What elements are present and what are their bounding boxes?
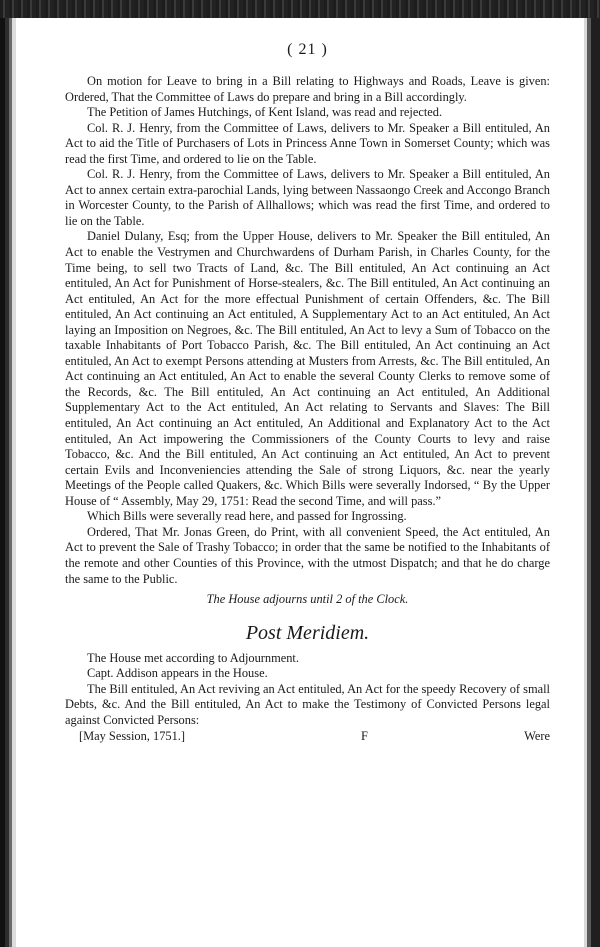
scan-right-edge xyxy=(584,18,600,947)
paragraph-princess-anne: Col. R. J. Henry, from the Committee of Laws, delivers to Mr. Speaker a Bill entituled, An Act to aid the Title of Purchasers of Lots in Princess Anne Town in Somerset County; which was read the first Time, and ordered to lie on the Table. xyxy=(65,120,550,166)
adjournment-line: The House adjourns until 2 of the Clock. xyxy=(206,592,409,607)
paragraph-petition: The Petition of James Hutchings, of Kent Island, was read and rejected. xyxy=(87,105,443,120)
paragraph-addison: Capt. Addison appears in the House. xyxy=(87,666,268,681)
paragraph-allhallows: Col. R. J. Henry, from the Committee of Laws, delivers to Mr. Speaker a Bill entituled, An Act to annex certain extra-parochial Lands, lying between Nassaongo Creek and Accongo Branch in Worcester County, to the Parish of Allhallows; which was read the first Time, and ordered to lie on the Table. xyxy=(65,167,550,228)
paragraph-highways: On motion for Leave to bring in a Bill relating to Highways and Roads, Leave is given: Ordered, That the Committee of Laws do prepare and bring in a Bill accordingly. xyxy=(65,74,550,104)
scan-top-edge xyxy=(0,0,600,18)
signature-mark: F xyxy=(361,729,368,744)
paragraph-print-order: Ordered, That Mr. Jonas Green, do Print, with all convenient Speed, the Act entituled, An Act to prevent the Sale of Trashy Tobacco; in order that the same be notified to the Inhabitants of the remote and other Counties of this Province, with the utmost Dispatch; and that he do charge the same to the Public. xyxy=(65,524,550,586)
paragraph-ingrossing: Which Bills were severally read here, and passed for Ingrossing. xyxy=(87,509,407,524)
page-footer xyxy=(65,729,550,745)
section-heading: Post Meridiem. xyxy=(245,621,370,644)
session-line: [May Session, 1751.] xyxy=(79,729,186,744)
paragraph-upper-house-bills: Daniel Dulany, Esq; from the Upper House, delivers to Mr. Speaker the Bill entituled, An Act to enable the Vestrymen and Churchwardens of Durham Parish, in Charles County, for the Time being, to sell two Tracts of Land, &c. The Bill entituled, An Act continuing an Act entituled, An Act for Punishment of Horse-stealers, &c. The Bill entituled, An Act continuing an Act entituled, An Act for the more effectual Punishment of certain Offenders, &c. The Bill entituled, An Act continuing an Act entituled, A Supplementary Act to an Act entituled, An Act laying an Imposition on Negroes, &c. The Bill entituled, An Act to levy a Sum of Tobacco on the taxable Inhabitants of Port Tobacco Parish, &c. The Bill entituled, An Act continuing an Act entituled, An Act to exempt Persons attending at Musters from Arrests, &c. The Bill entituled, An Act continuing an Act entituled, An Act to enable the several County Clerks to remove some of the Records, &c. The Bill entituled, An Act continuing an Act entituled, An Additional Supplementary Act to the Act entituled, An Act relating to Servants and Slaves: The Bill entituled, An Act continuing an Act entituled, An Additional and Explanatory Act to the Act entituled, An Act impowering the Commissioners of the County Courts to levy and raise Tobacco, &c. And the Bill entituled, An Act continuing an Act entituled, An Act to prevent certain Evils and Inconveniencies attending the Sale of strong Liquors, &c. near the yearly Meetings of the People called Quakers, &c. Which Bills were severally Indorsed, “ By the Upper House of “ Assembly, May 29, 1751: Read the second Time, and will pass.” xyxy=(65,229,550,508)
scan-left-edge xyxy=(0,18,16,947)
paragraph-reviving-act: The Bill entituled, An Act reviving an Act entituled, An Act for the speedy Recovery of small Debts, &c. And the Bill entituled, An Act to make the Testimony of Convicted Persons legal against Convicted Persons: xyxy=(65,681,550,727)
journal-text xyxy=(65,40,550,745)
paragraph-house-met: The House met according to Adjournment. xyxy=(87,650,299,665)
page-number: ( 21 ) xyxy=(287,41,328,58)
catchword: Were xyxy=(524,729,550,744)
